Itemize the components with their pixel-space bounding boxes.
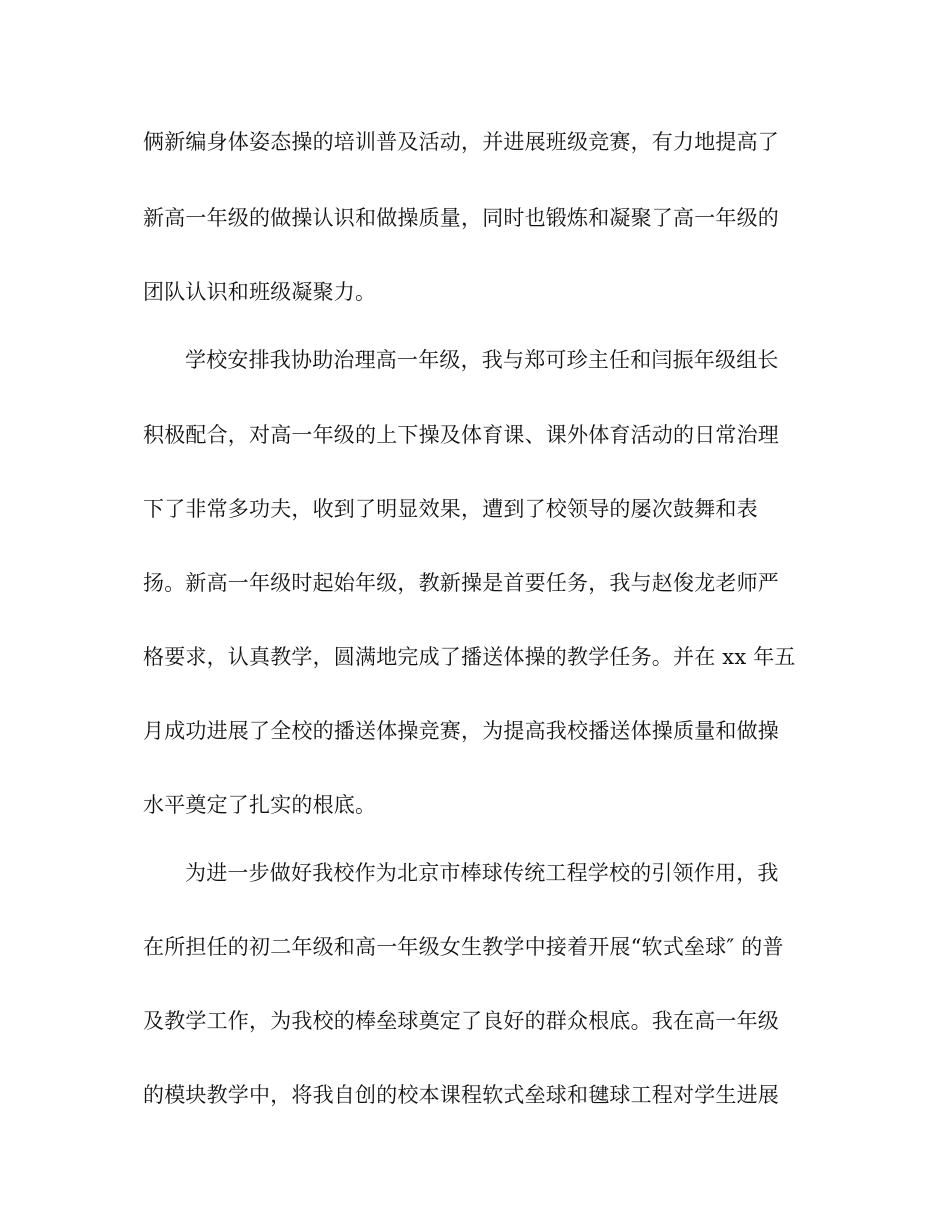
paragraph-start-line: 为进一步做好我校作为北京市棒球传统工程学校的引领作用，我 xyxy=(185,861,779,885)
text-line: 在所担任的初二年级和高一年级女生教学中接着开展“软式垒球″ 的普 xyxy=(143,935,784,959)
text-line: 新高一年级的做操认识和做操质量，同时也锻炼和凝聚了高一年级的 xyxy=(143,206,779,230)
text-line: 的模块教学中，将我自创的校本课程软式垒球和毽球工程对学生进展 xyxy=(143,1083,779,1107)
text-line: 及教学工作，为我校的棒垒球奠定了良好的群众根底。我在高一年级 xyxy=(143,1009,779,1033)
text-line: 俩新编身体姿态操的培训普及活动，并进展班级竞赛，有力地提高了 xyxy=(143,130,779,154)
text-line: 格要求，认真教学，圆满地完成了播送体操的教学任务。并在 xx 年五 xyxy=(143,645,796,669)
text-line: 扬。新高一年级时起始年级，教新操是首要任务，我与赵俊龙老师严 xyxy=(143,571,779,595)
text-line: 月成功进展了全校的播送体操竞赛，为提高我校播送体操质量和做操 xyxy=(143,719,779,743)
text-line: 水平奠定了扎实的根底。 xyxy=(143,793,377,817)
text-line: 团队认识和班级凝聚力。 xyxy=(143,280,377,304)
paragraph-start-line: 学校安排我协助治理高一年级，我与郑可珍主任和闫振年级组长 xyxy=(185,348,779,372)
text-line: 下了非常多功夫，收到了明显效果，遭到了校领导的屡次鼓舞和表 xyxy=(143,497,758,521)
text-line: 积极配合，对高一年级的上下操及体育课、课外体育活动的日常治理 xyxy=(143,423,779,447)
